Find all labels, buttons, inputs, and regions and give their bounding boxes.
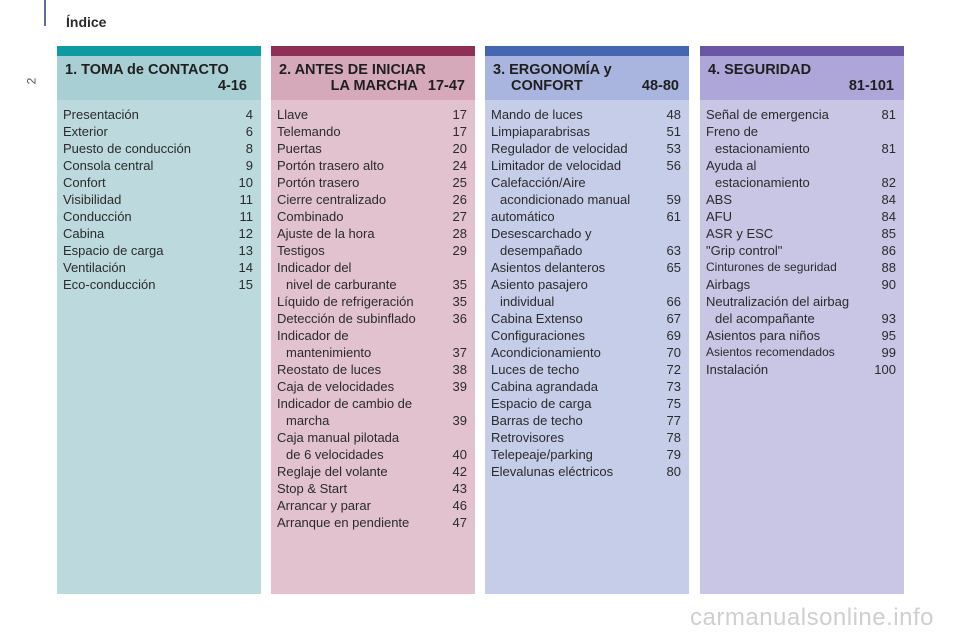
toc-entry-title: Cierre centralizado <box>277 192 387 207</box>
toc-entry[interactable] <box>491 276 681 293</box>
toc-entry-title: Barras de techo <box>491 413 583 428</box>
toc-entry-page: 86 <box>881 243 896 258</box>
toc-entry[interactable] <box>491 463 681 480</box>
toc-entry-title: Reostato de luces <box>277 362 382 377</box>
toc-entry[interactable] <box>491 327 681 344</box>
toc-entry-title: Instalación <box>706 362 769 377</box>
toc-entry[interactable] <box>491 174 681 191</box>
toc-entry[interactable] <box>277 429 467 446</box>
toc-entry[interactable] <box>706 106 896 123</box>
toc-entry-title: automático <box>491 209 555 224</box>
toc-entry[interactable] <box>63 140 253 157</box>
toc-entry-page: 17 <box>452 124 467 139</box>
toc-entry-page: 35 <box>452 294 467 309</box>
toc-entry-page: 12 <box>238 226 253 241</box>
toc-entry[interactable] <box>706 293 896 310</box>
toc-entry-page: 81 <box>881 141 896 156</box>
toc-entry-title: ABS <box>706 192 733 207</box>
toc-entry-page: 88 <box>881 260 896 275</box>
toc-entry[interactable] <box>63 225 253 242</box>
toc-entry-page: 13 <box>238 243 253 258</box>
toc-entry-title: Portón trasero alto <box>277 158 384 173</box>
toc-entry-title: Indicador de cambio de <box>277 396 413 411</box>
page-number: 2 <box>24 77 39 85</box>
toc-entry[interactable] <box>63 106 253 123</box>
toc-entry[interactable] <box>63 157 253 174</box>
toc-entry-title: Luces de techo <box>491 362 580 377</box>
toc-entry[interactable] <box>491 412 681 429</box>
toc-entry[interactable] <box>277 123 467 140</box>
section-ergonomia-y-confort <box>485 46 689 594</box>
toc-entry-page: 42 <box>452 464 467 479</box>
toc-entry[interactable] <box>491 208 681 225</box>
toc-entry-title: Cabina agrandada <box>491 379 598 394</box>
toc-entry-title: Espacio de carga <box>491 396 592 411</box>
toc-entry-title: ASR y ESC <box>706 226 774 241</box>
toc-entry-title: Conducción <box>63 209 132 224</box>
toc-entry[interactable] <box>491 293 681 310</box>
toc-entry[interactable] <box>277 344 467 361</box>
toc-entry[interactable] <box>277 174 467 191</box>
section-toma-de-contacto <box>57 46 261 594</box>
toc-entry-page: 43 <box>452 481 467 496</box>
toc-entry[interactable] <box>277 412 467 429</box>
toc-entry-title: Limpiaparabrisas <box>491 124 590 139</box>
toc-entry[interactable] <box>277 140 467 157</box>
toc-entry-title: estacionamiento <box>715 141 810 156</box>
toc-entry[interactable] <box>491 191 681 208</box>
toc-entry-title: nivel de carburante <box>286 277 397 292</box>
toc-entry-title: Elevalunas eléctricos <box>491 464 614 479</box>
toc-entry-title: estacionamiento <box>715 175 810 190</box>
toc-entry[interactable] <box>277 106 467 123</box>
toc-entry-title: Stop & Start <box>277 481 348 496</box>
toc-entry-title: Consola central <box>63 158 154 173</box>
toc-entry[interactable] <box>277 157 467 174</box>
toc-entry-page: 78 <box>666 430 681 445</box>
toc-entry-title: Reglaje del volante <box>277 464 388 479</box>
toc-entry-page: 81 <box>881 107 896 122</box>
toc-entry[interactable] <box>706 242 896 259</box>
section-title: 1. TOMA de CONTACTO <box>65 62 229 78</box>
toc-entry-title: Indicador del <box>277 260 352 275</box>
toc-entry-page: 47 <box>452 515 467 530</box>
toc-entry-title: individual <box>500 294 555 309</box>
toc-entry[interactable] <box>277 446 467 463</box>
toc-entry[interactable] <box>706 225 896 242</box>
toc-entry[interactable] <box>706 208 896 225</box>
toc-entry-title: Testigos <box>277 243 325 258</box>
toc-entry-title: Puesto de conducción <box>63 141 191 156</box>
toc-entry-title: Espacio de carga <box>63 243 164 258</box>
toc-entry-page: 10 <box>238 175 253 190</box>
toc-entry[interactable] <box>491 446 681 463</box>
toc-entry-page: 46 <box>452 498 467 513</box>
toc-entry[interactable] <box>491 361 681 378</box>
toc-entry-page: 69 <box>666 328 681 343</box>
toc-entry-page: 66 <box>666 294 681 309</box>
toc-entry[interactable] <box>277 242 467 259</box>
toc-entry[interactable] <box>277 480 467 497</box>
toc-entry-page: 93 <box>881 311 896 326</box>
toc-entry-page: 82 <box>881 175 896 190</box>
section-item-list <box>700 100 904 378</box>
toc-entry[interactable] <box>706 327 896 344</box>
toc-entry-page: 77 <box>666 413 681 428</box>
toc-entry-title: Caja de velocidades <box>277 379 395 394</box>
toc-entry[interactable] <box>491 225 681 242</box>
toc-entry-title: Asientos para niños <box>706 328 821 343</box>
toc-entry[interactable] <box>706 361 896 378</box>
toc-entry[interactable] <box>491 157 681 174</box>
toc-entry[interactable] <box>277 276 467 293</box>
toc-entry[interactable] <box>277 208 467 225</box>
toc-entry-page: 39 <box>452 379 467 394</box>
toc-entry[interactable] <box>491 123 681 140</box>
toc-entry[interactable] <box>277 361 467 378</box>
toc-entry-title: Acondicionamiento <box>491 345 601 360</box>
toc-entry-title: AFU <box>706 209 732 224</box>
toc-entry[interactable] <box>63 191 253 208</box>
toc-entry[interactable] <box>63 276 253 293</box>
toc-entry-title: Exterior <box>63 124 108 139</box>
toc-entry[interactable] <box>277 293 467 310</box>
toc-entry-title: desempañado <box>500 243 583 258</box>
toc-entry[interactable] <box>491 106 681 123</box>
toc-entry-page: 65 <box>666 260 681 275</box>
toc-entry-page: 51 <box>666 124 681 139</box>
toc-entry[interactable] <box>277 310 467 327</box>
header-accent-line <box>44 0 46 26</box>
toc-entry-title: Asientos delanteros <box>491 260 606 275</box>
section-header[interactable] <box>485 56 689 100</box>
section-color-bar <box>700 46 904 56</box>
toc-entry-page: 11 <box>239 192 253 207</box>
toc-entry-title: Regulador de velocidad <box>491 141 628 156</box>
toc-entry-title: Telepeaje/parking <box>491 447 593 462</box>
toc-entry[interactable] <box>277 327 467 344</box>
toc-entry-title: Telemando <box>277 124 341 139</box>
section-antes-de-iniciar <box>271 46 475 594</box>
toc-entry-title: Llave <box>277 107 309 122</box>
toc-entry-page: 73 <box>666 379 681 394</box>
section-page-range: 17-47 <box>427 78 465 94</box>
toc-entry-page: 79 <box>666 447 681 462</box>
section-header[interactable] <box>57 56 261 100</box>
toc-entry-title: Calefacción/Aire <box>491 175 586 190</box>
toc-entry-page: 63 <box>666 243 681 258</box>
toc-entry[interactable] <box>491 140 681 157</box>
toc-entry-page: 59 <box>666 192 681 207</box>
toc-entry[interactable] <box>706 140 896 157</box>
toc-entry-title: Airbags <box>706 277 751 292</box>
toc-entry[interactable] <box>706 174 896 191</box>
toc-entry-title: del acompañante <box>715 311 815 326</box>
toc-entry-page: 27 <box>452 209 467 224</box>
section-color-bar <box>57 46 261 56</box>
page-title: Índice <box>66 14 107 30</box>
section-title: 4. SEGURIDAD <box>708 62 812 78</box>
toc-entry-page: 8 <box>245 141 253 156</box>
toc-entry-title: Combinado <box>277 209 344 224</box>
toc-entry-title: Retrovisores <box>491 430 564 445</box>
toc-entry-page: 35 <box>452 277 467 292</box>
toc-entry[interactable] <box>706 344 896 361</box>
toc-entry-page: 99 <box>881 345 896 360</box>
toc-entry-page: 26 <box>452 192 467 207</box>
toc-entry-page: 36 <box>452 311 467 326</box>
toc-entry-title: marcha <box>286 413 330 428</box>
toc-entry[interactable] <box>706 123 896 140</box>
toc-entry-page: 4 <box>245 107 253 122</box>
toc-entry-title: Detección de subinflado <box>277 311 416 326</box>
section-title-line2: LA MARCHA <box>330 78 418 94</box>
toc-entry-page: 53 <box>666 141 681 156</box>
toc-entry-title: Ventilación <box>63 260 126 275</box>
section-title-line2: CONFORT <box>511 78 583 94</box>
toc-entry-title: Cabina Extenso <box>491 311 583 326</box>
toc-entry-page: 40 <box>452 447 467 462</box>
toc-entry-page: 9 <box>245 158 253 173</box>
section-header[interactable] <box>271 56 475 100</box>
toc-entry-page: 38 <box>452 362 467 377</box>
toc-entry-title: Ajuste de la hora <box>277 226 375 241</box>
toc-entry[interactable] <box>277 463 467 480</box>
section-page-range: 48-80 <box>641 78 679 94</box>
toc-entry[interactable] <box>706 191 896 208</box>
toc-entry-page: 39 <box>452 413 467 428</box>
toc-entry-page: 84 <box>881 192 896 207</box>
toc-entry-page: 17 <box>452 107 467 122</box>
toc-entry[interactable] <box>706 259 896 276</box>
section-page-range: 4-16 <box>217 78 247 94</box>
toc-entry-page: 11 <box>239 209 253 224</box>
toc-entry-page: 20 <box>452 141 467 156</box>
toc-entry[interactable] <box>706 276 896 293</box>
toc-entry-page: 56 <box>666 158 681 173</box>
toc-entry-title: Mando de luces <box>491 107 583 122</box>
toc-entry-title: Cinturones de seguridad <box>706 260 837 274</box>
toc-entry-title: Portón trasero <box>277 175 360 190</box>
section-title: 3. ERGONOMÍA y <box>493 62 612 78</box>
toc-entry[interactable] <box>277 378 467 395</box>
toc-entry-title: Arranque en pendiente <box>277 515 410 530</box>
toc-entry-title: Eco-conducción <box>63 277 156 292</box>
toc-entry-title: "Grip control" <box>706 243 783 258</box>
section-title: 2. ANTES DE INICIAR <box>279 62 426 78</box>
toc-entry-title: Líquido de refrigeración <box>277 294 414 309</box>
toc-entry-page: 90 <box>881 277 896 292</box>
toc-entry-title: Ayuda al <box>706 158 757 173</box>
toc-entry-title: Visibilidad <box>63 192 122 207</box>
toc-entry[interactable] <box>277 225 467 242</box>
toc-entry[interactable] <box>491 259 681 276</box>
toc-entry-page: 61 <box>666 209 681 224</box>
toc-entry-title: Limitador de velocidad <box>491 158 622 173</box>
toc-entry[interactable] <box>491 429 681 446</box>
toc-entry-title: acondicionado manual <box>500 192 631 207</box>
toc-entry-title: Freno de <box>706 124 759 139</box>
toc-entry-page: 84 <box>881 209 896 224</box>
toc-entry-page: 28 <box>452 226 467 241</box>
toc-entry[interactable] <box>63 259 253 276</box>
toc-entry[interactable] <box>706 157 896 174</box>
toc-entry-title: Cabina <box>63 226 105 241</box>
toc-entry-title: Neutralización del airbag <box>706 294 850 309</box>
toc-entry-page: 75 <box>666 396 681 411</box>
toc-entry-page: 25 <box>452 175 467 190</box>
toc-entry-page: 70 <box>666 345 681 360</box>
toc-entry[interactable] <box>277 191 467 208</box>
section-color-bar <box>271 46 475 56</box>
toc-entry-page: 95 <box>881 328 896 343</box>
toc-entry-page: 29 <box>452 243 467 258</box>
toc-entry-title: Desescarchado y <box>491 226 592 241</box>
toc-entry-title: de 6 velocidades <box>286 447 384 462</box>
section-item-list <box>485 100 689 480</box>
toc-entry-title: Asiento pasajero <box>491 277 588 292</box>
toc-entry[interactable] <box>63 208 253 225</box>
toc-entry[interactable] <box>491 344 681 361</box>
toc-entry-title: Puertas <box>277 141 322 156</box>
toc-entry-page: 14 <box>238 260 253 275</box>
toc-entry-title: Asientos recomendados <box>706 345 835 359</box>
section-header[interactable] <box>700 56 904 100</box>
toc-entry-page: 48 <box>666 107 681 122</box>
toc-entry[interactable] <box>63 123 253 140</box>
toc-entry[interactable] <box>277 259 467 276</box>
toc-entry-page: 80 <box>666 464 681 479</box>
toc-entry-title: Señal de emergencia <box>706 107 829 122</box>
toc-entry[interactable] <box>491 378 681 395</box>
toc-entry-page: 24 <box>452 158 467 173</box>
section-page-range: 81-101 <box>848 78 894 94</box>
toc-entry-page: 72 <box>666 362 681 377</box>
toc-entry-title: Arrancar y parar <box>277 498 371 513</box>
toc-entry[interactable] <box>63 242 253 259</box>
toc-entry[interactable] <box>491 310 681 327</box>
toc-entry[interactable] <box>63 174 253 191</box>
toc-entry-page: 85 <box>881 226 896 241</box>
toc-entry-title: Presentación <box>63 107 139 122</box>
toc-entry-page: 37 <box>452 345 467 360</box>
section-seguridad <box>700 46 904 594</box>
toc-entry[interactable] <box>277 497 467 514</box>
toc-entry[interactable] <box>491 395 681 412</box>
toc-entry-title: Caja manual pilotada <box>277 430 400 445</box>
watermark-text: carmanualsonline.info <box>690 604 934 631</box>
section-color-bar <box>485 46 689 56</box>
section-item-list <box>57 100 261 293</box>
toc-entry-page: 6 <box>245 124 253 139</box>
toc-entry-title: Indicador de <box>277 328 349 343</box>
toc-entry-title: Confort <box>63 175 106 190</box>
toc-entry-page: 15 <box>238 277 253 292</box>
toc-entry[interactable] <box>706 310 896 327</box>
toc-entry[interactable] <box>277 395 467 412</box>
toc-entry-page: 67 <box>666 311 681 326</box>
section-item-list <box>271 100 475 531</box>
toc-entry-title: Configuraciones <box>491 328 585 343</box>
toc-entry[interactable] <box>277 514 467 531</box>
toc-entry-title: mantenimiento <box>286 345 372 360</box>
toc-entry[interactable] <box>491 242 681 259</box>
toc-entry-page: 100 <box>874 362 896 377</box>
